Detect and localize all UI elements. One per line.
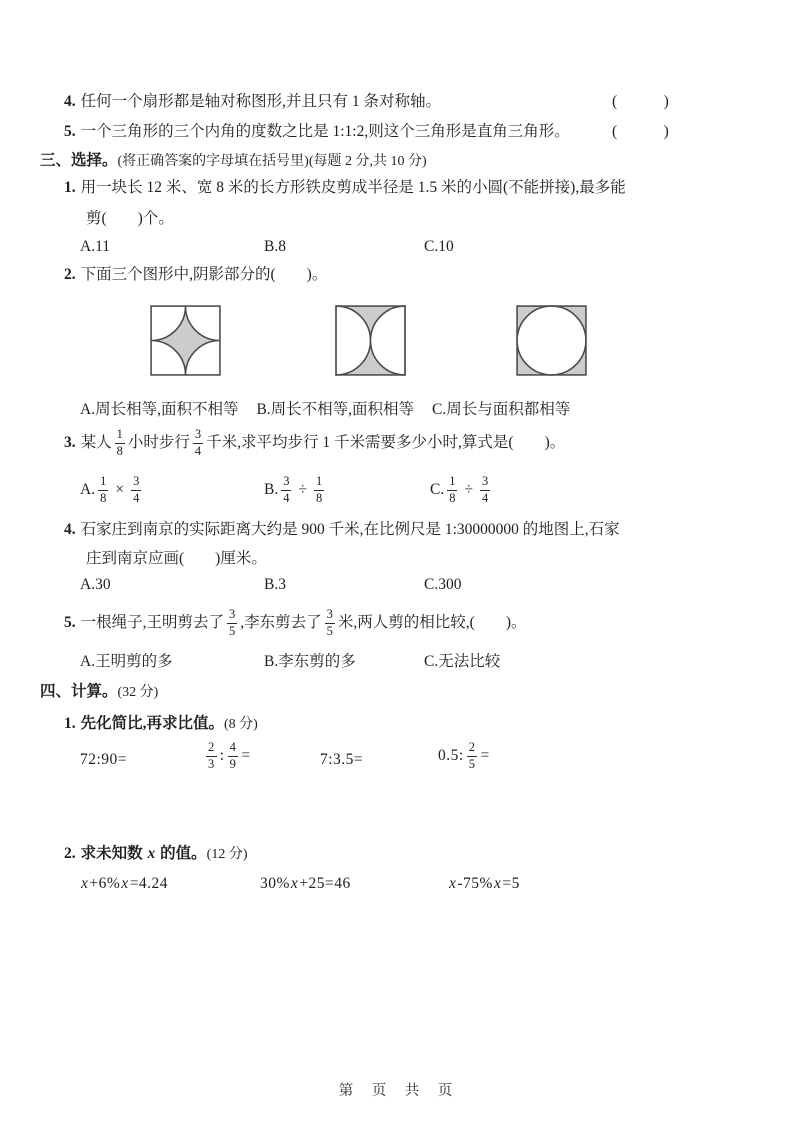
fraction: $\frac{2}{5}$ <box>468 740 476 771</box>
equation-part: 30% <box>260 875 290 892</box>
judge-item-5 <box>64 122 570 142</box>
ratio-expression-4 <box>438 740 490 772</box>
variable-x: x <box>147 845 156 862</box>
variable-x: x <box>121 875 129 892</box>
question-number: 1. <box>64 179 76 196</box>
fraction: $\frac{3}{4}$ <box>194 427 202 458</box>
choice-q5-option-a: A.王明剪的多 <box>80 653 173 670</box>
item-note: (8 分) <box>224 717 258 732</box>
fraction: $\frac{1}{8}$ <box>116 427 123 458</box>
astroid-figure-svg <box>150 305 221 376</box>
equation-part: +25=46 <box>299 875 351 892</box>
section-note: (将正确答案的字母填在括号里)(每题 2 分,共 10 分) <box>117 154 427 169</box>
question-text: 用一块长 12 米、宽 8 米的长方形铁皮剪成半径是 1.5 米的小圆(不能拼接),最多能 <box>80 179 626 196</box>
judge-item-4-bracket: ( ) <box>612 93 669 110</box>
equation-part: =5 <box>502 875 520 892</box>
choice-q3-option-a <box>80 474 144 506</box>
question-text: 一个三角形的三个内角的度数之比是 1:1:2,则这个三角形是直角三角形。 <box>80 123 570 140</box>
equals-sign: = <box>241 746 251 764</box>
choice-q5-option-c: C.无法比较 <box>424 653 501 670</box>
choice-q2-option-c: C.周长与面积都相等 <box>432 401 571 418</box>
choice-q2-options <box>80 400 570 420</box>
equation-1 <box>80 874 168 894</box>
choice-q4-line1 <box>64 520 620 540</box>
choice-q1-option-b: B.8 <box>264 238 286 255</box>
ratio-expression-1: 72:90= <box>80 751 128 768</box>
fraction: $\frac{3}{4}$ <box>133 474 140 505</box>
judge-item-4 <box>64 92 441 112</box>
fraction: $\frac{3}{5}$ <box>326 607 333 638</box>
variable-x: x <box>81 875 89 892</box>
question-number: 5. <box>64 613 76 631</box>
choice-q2-option-b: B.周长不相等,面积相等 <box>256 401 415 418</box>
fraction: $\frac{2}{3}$ <box>208 740 215 771</box>
equation-part: =4.24 <box>129 875 169 892</box>
section-title: 四、计算。 <box>40 683 118 700</box>
question-text-part: 米,两人剪的相比较,( )。 <box>337 613 527 631</box>
expression-prefix: 0.5: <box>438 746 464 764</box>
section-title: 三、选择。 <box>40 152 118 169</box>
figure-inscribed-circle-shaded-square <box>516 305 587 376</box>
item-title-pre: 求未知数 <box>80 845 143 862</box>
multiply-operator: × <box>115 480 125 498</box>
calc-q2-title <box>64 844 247 864</box>
item-note: (12 分) <box>206 847 248 862</box>
item-title-post: 的值。 <box>160 845 207 862</box>
variable-x: x <box>493 875 502 892</box>
choice-q3-text <box>64 426 565 460</box>
figure-astroid-shaded-square <box>150 305 221 376</box>
question-text-part: 千米,求平均步行 1 千米需要多少小时,算式是( )。 <box>206 433 566 451</box>
choice-q5-text <box>64 606 526 640</box>
choice-q1-line2: 剪( )个。 <box>86 210 174 227</box>
semicircles-figure-svg <box>335 305 406 376</box>
judge-item-5-bracket: ( ) <box>612 123 669 140</box>
choice-q4-option-b: B.3 <box>264 576 286 593</box>
choice-q4-line2: 庄到南京应画( )厘米。 <box>86 550 267 567</box>
question-text: 任何一个扇形都是轴对称图形,并且只有 1 条对称轴。 <box>80 93 442 110</box>
ratio-colon: : <box>219 746 225 764</box>
choice-q1-line1 <box>64 178 626 198</box>
variable-x: x <box>290 875 299 892</box>
question-text: 石家庄到南京的实际距离大约是 900 千米,在比例尺是 1:30000000 的地图上,石家 <box>80 521 620 538</box>
choice-q4-option-a: A.30 <box>80 576 111 593</box>
choice-q3-option-b <box>264 474 327 506</box>
section-note: (32 分) <box>117 685 159 700</box>
fraction: $\frac{1}{8}$ <box>315 474 323 505</box>
choice-q3-option-c <box>430 474 493 506</box>
fraction: $\frac{3}{5}$ <box>229 607 236 638</box>
choice-q4-option-c: C.300 <box>424 576 462 593</box>
equation-2 <box>260 874 351 894</box>
inscribed-circle-figure-svg <box>516 305 587 376</box>
calc-q1-title <box>64 714 258 734</box>
choice-q1-option-a: A.11 <box>80 238 110 255</box>
fraction: $\frac{1}{8}$ <box>449 474 456 505</box>
item-number: 2. <box>64 845 76 862</box>
divide-operator: ÷ <box>298 480 307 498</box>
option-label: C. <box>430 480 445 498</box>
equals-sign: = <box>480 746 490 764</box>
question-text-part: ,李东剪去了 <box>240 613 322 631</box>
question-text-part: 一根绳子,王明剪去了 <box>80 613 225 631</box>
ratio-expression-2 <box>203 740 251 772</box>
variable-x: x <box>449 875 457 892</box>
option-label: B. <box>264 480 279 498</box>
fraction: $\frac{4}{9}$ <box>229 740 237 771</box>
choice-q5-option-b: B.李东剪的多 <box>264 653 356 670</box>
question-text: 下面三个图形中,阴影部分的( )。 <box>80 266 328 283</box>
question-number: 4. <box>64 521 76 538</box>
choice-q1-option-c: C.10 <box>424 238 454 255</box>
page-footer: 第 页 共 页 <box>338 1083 455 1099</box>
question-number: 5. <box>64 123 76 140</box>
ratio-expression-3: 7:3.5= <box>320 751 364 768</box>
choice-q2-option-a: A.周长相等,面积不相等 <box>80 401 239 418</box>
item-number: 1. <box>64 715 76 732</box>
divide-operator: ÷ <box>464 480 473 498</box>
question-number: 2. <box>64 266 76 283</box>
question-number: 4. <box>64 93 76 110</box>
figure-two-semicircles-shaded-square <box>335 305 406 376</box>
section-choice-heading <box>40 151 427 171</box>
equation-3 <box>448 874 520 894</box>
section-calc-heading <box>40 682 158 702</box>
equation-part: -75% <box>457 875 493 892</box>
question-number: 3. <box>64 433 76 451</box>
choice-q2-text <box>64 265 327 285</box>
fraction: $\frac{3}{4}$ <box>481 474 489 505</box>
question-text-part: 小时步行 <box>127 433 190 451</box>
option-label: A. <box>80 480 96 498</box>
fraction: $\frac{3}{4}$ <box>283 474 290 505</box>
fraction: $\frac{1}{8}$ <box>100 474 107 505</box>
equation-part: +6% <box>89 875 121 892</box>
item-title: 先化简比,再求比值。 <box>80 715 225 732</box>
question-text-part: 某人 <box>80 433 112 451</box>
